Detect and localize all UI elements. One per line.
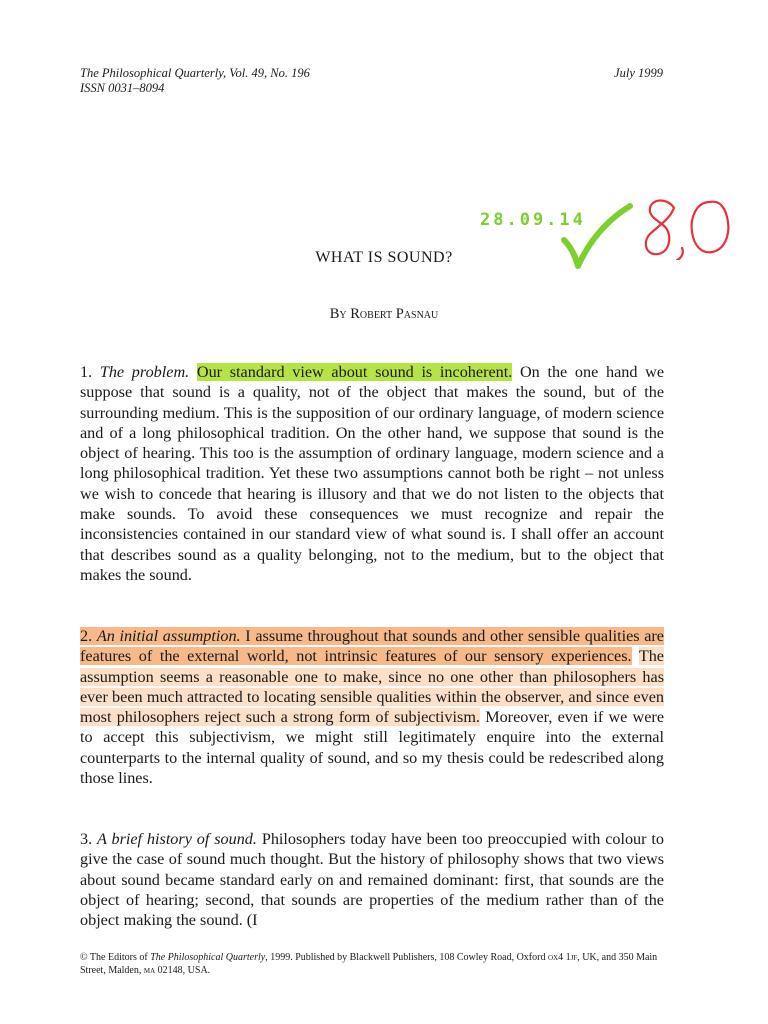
section-heading: A brief history of sound.	[97, 830, 257, 848]
footnote-text-3: , USA.	[182, 965, 211, 976]
issue-date: July 1999	[614, 66, 663, 80]
article-title: WHAT IS SOUND?	[315, 249, 453, 266]
footnote-postcode-us: ma 02148	[143, 965, 183, 976]
byline	[0, 306, 768, 323]
footnote-text-2: , UK, and 350 Main Street, Malden,	[80, 952, 658, 976]
section-number: 2.	[80, 627, 93, 645]
highlighted-text-peach: The assumption seems a reasonable one to make, since no one other than philosophers has ever been much attracted to locating sensible qualities within the observer, and since even most philosophers reject such a strong form of subjectivism.	[80, 647, 664, 727]
footnote-text: , 1999. Published by Blackwell Publishers, 108 Cowley Road, Oxford	[265, 952, 546, 963]
section-number: 3.	[80, 830, 93, 848]
section-number: 1.	[80, 363, 93, 381]
section-3-paragraph	[80, 829, 664, 930]
section-text: Moreover, even if we were to accept this subjectivism, we might still legitimately enquire into the external counterparts to the internal quality of sound, and so my thesis could be redescribed along those lines.	[80, 708, 665, 788]
issn: ISSN 0031–8094	[80, 81, 165, 95]
copyright-footnote	[80, 951, 670, 977]
section-heading: The problem.	[99, 363, 190, 381]
section-1-paragraph	[80, 362, 664, 585]
journal-citation: The Philosophical Quarterly, Vol. 49, No. 196	[80, 66, 310, 80]
footnote-journal: The Philosophical Quarterly	[150, 952, 266, 963]
highlighted-text-green: Our standard view about sound is incoherent.	[196, 363, 513, 381]
footnote-prefix: © The Editors of	[80, 952, 148, 963]
running-header	[80, 66, 663, 96]
section-heading: An initial assumption.	[96, 627, 241, 645]
section-text: Philosophers today have been too preoccupied with colour to give the case of sound much thought. But the history of philosophy shows that two views about sound became standard early on and remained dominant: first, that sounds are the object of hearing; second, that sounds are properties of the medium rather than of the object making the sound. (I	[80, 830, 665, 930]
footnote-postcode-uk: ox4 1jf	[547, 952, 578, 963]
author-name: Robert Pasnau	[350, 306, 439, 322]
section-text: On the one hand we suppose that sound is a quality, not of the object that makes the sound, but of the surrounding medium. This is the supposition of our ordinary language, of modern science and of a long philosophical tradition. On the other hand, we suppose that sound is the object of hearing. This too is the assumption of ordinary language, modern science and a long philosophical tradition. Yet these two assumptions cannot both be right – not unless we wish to concede that hearing is illusory and that we do not listen to the objects that make sounds. To avoid these consequences we must recognize and repair the inconsistencies contained in our standard view of what sound is. I shall offer an account that describes sound as a quality belonging, not to the medium, but to the object that makes the sound.	[80, 363, 665, 584]
highlighted-text-orange: I assume throughout that sounds and other sensible qualities are features of the external world, not intrinsic features of our sensory experiences.	[80, 627, 664, 666]
annotation-date-stamp: 28.09.14	[480, 210, 586, 230]
byline-by: By	[329, 306, 347, 322]
section-2-paragraph	[80, 626, 664, 788]
